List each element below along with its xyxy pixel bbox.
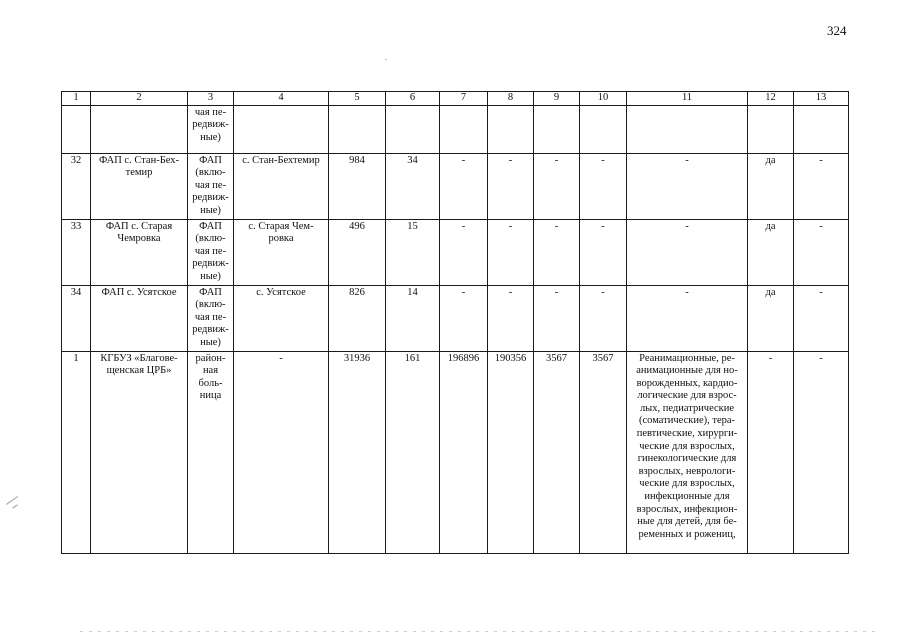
cell-facility-name: ФАП с. Старая Чемровка: [91, 219, 188, 285]
scan-speck: [12, 504, 17, 508]
cell-facility-type: ФАП (вклю- чая пе- редвиж- ные): [188, 153, 234, 219]
cell-profiles: [627, 105, 748, 153]
facilities-table: [61, 91, 849, 554]
cell-col8: -: [488, 153, 534, 219]
cell-number: [62, 105, 91, 153]
cell-col5: 984: [329, 153, 386, 219]
cell-location: [234, 105, 329, 153]
cell-col5: [329, 105, 386, 153]
cell-col8: -: [488, 285, 534, 351]
table-row: [62, 285, 849, 351]
cell-location: с. Стан-Бехтемир: [234, 153, 329, 219]
table-row: [62, 153, 849, 219]
cell-profiles: -: [627, 153, 748, 219]
cell-col5: 31936: [329, 351, 386, 553]
cell-col13: -: [794, 219, 849, 285]
cell-col9: -: [534, 219, 580, 285]
cell-col10: [580, 105, 627, 153]
cell-col6: 34: [386, 153, 440, 219]
cell-profiles: Реанимационные, ре- анимационные для но- ворожденных, кардио- логические для взрос- лых, педиатрические (соматические), тера- певтические, хирурги- ческие для взрослых, гинекологические для взрослых, неврологи- ческие для взрослых, инфекционные для взрослых, инфекцион- ные для детей, для бе- ременных и рожениц,: [627, 351, 748, 553]
cell-profiles: -: [627, 285, 748, 351]
cell-profiles: -: [627, 219, 748, 285]
cell-number: 34: [62, 285, 91, 351]
column-number: 3: [188, 92, 234, 106]
column-number: 6: [386, 92, 440, 106]
cell-col8: -: [488, 219, 534, 285]
scan-edge-noise: [80, 631, 875, 632]
column-number: 7: [440, 92, 488, 106]
cell-facility-name: ФАП с. Усятское: [91, 285, 188, 351]
cell-col6: [386, 105, 440, 153]
column-number: 12: [748, 92, 794, 106]
table-row: [62, 105, 849, 153]
cell-location: с. Старая Чем- ровка: [234, 219, 329, 285]
cell-col9: 3567: [534, 351, 580, 553]
cell-col10: 3567: [580, 351, 627, 553]
cell-location: -: [234, 351, 329, 553]
cell-col7: -: [440, 285, 488, 351]
cell-number: 32: [62, 153, 91, 219]
column-number: 10: [580, 92, 627, 106]
column-number: 1: [62, 92, 91, 106]
cell-col13: [794, 105, 849, 153]
cell-facility-type: ФАП (вклю- чая пе- редвиж- ные): [188, 285, 234, 351]
column-number-row: [62, 92, 849, 106]
cell-facility-name: ФАП с. Стан-Бех- темир: [91, 153, 188, 219]
page-number: 324: [827, 23, 847, 38]
cell-col5: 496: [329, 219, 386, 285]
cell-col12: да: [748, 153, 794, 219]
cell-col13: -: [794, 351, 849, 553]
cell-col13: -: [794, 153, 849, 219]
cell-col12: да: [748, 285, 794, 351]
cell-col6: 15: [386, 219, 440, 285]
cell-col9: -: [534, 153, 580, 219]
column-number: 13: [794, 92, 849, 106]
cell-col13: -: [794, 285, 849, 351]
cell-col7: [440, 105, 488, 153]
cell-col12: -: [748, 351, 794, 553]
cell-facility-name: КГБУЗ «Благове- щенская ЦРБ»: [91, 351, 188, 553]
cell-col7: 196896: [440, 351, 488, 553]
cell-facility-type: район- ная боль- ница: [188, 351, 234, 553]
cell-col10: -: [580, 153, 627, 219]
column-number: 2: [91, 92, 188, 106]
table-row: [62, 351, 849, 553]
column-number: 4: [234, 92, 329, 106]
cell-col12: [748, 105, 794, 153]
column-number: 5: [329, 92, 386, 106]
column-number: 9: [534, 92, 580, 106]
cell-col7: -: [440, 153, 488, 219]
cell-col10: -: [580, 285, 627, 351]
cell-col10: -: [580, 219, 627, 285]
cell-col5: 826: [329, 285, 386, 351]
cell-col9: -: [534, 285, 580, 351]
cell-facility-name: [91, 105, 188, 153]
table-row: [62, 219, 849, 285]
cell-col6: 14: [386, 285, 440, 351]
cell-number: 1: [62, 351, 91, 553]
cell-col12: да: [748, 219, 794, 285]
cell-location: с. Усятское: [234, 285, 329, 351]
scan-dot: [385, 59, 387, 60]
cell-facility-type: ФАП (вклю- чая пе- редвиж- ные): [188, 219, 234, 285]
cell-col6: 161: [386, 351, 440, 553]
cell-col8: 190356: [488, 351, 534, 553]
cell-number: 33: [62, 219, 91, 285]
cell-col7: -: [440, 219, 488, 285]
cell-col9: [534, 105, 580, 153]
cell-col8: [488, 105, 534, 153]
column-number: 11: [627, 92, 748, 106]
column-number: 8: [488, 92, 534, 106]
cell-facility-type: чая пе- редвиж- ные): [188, 105, 234, 153]
